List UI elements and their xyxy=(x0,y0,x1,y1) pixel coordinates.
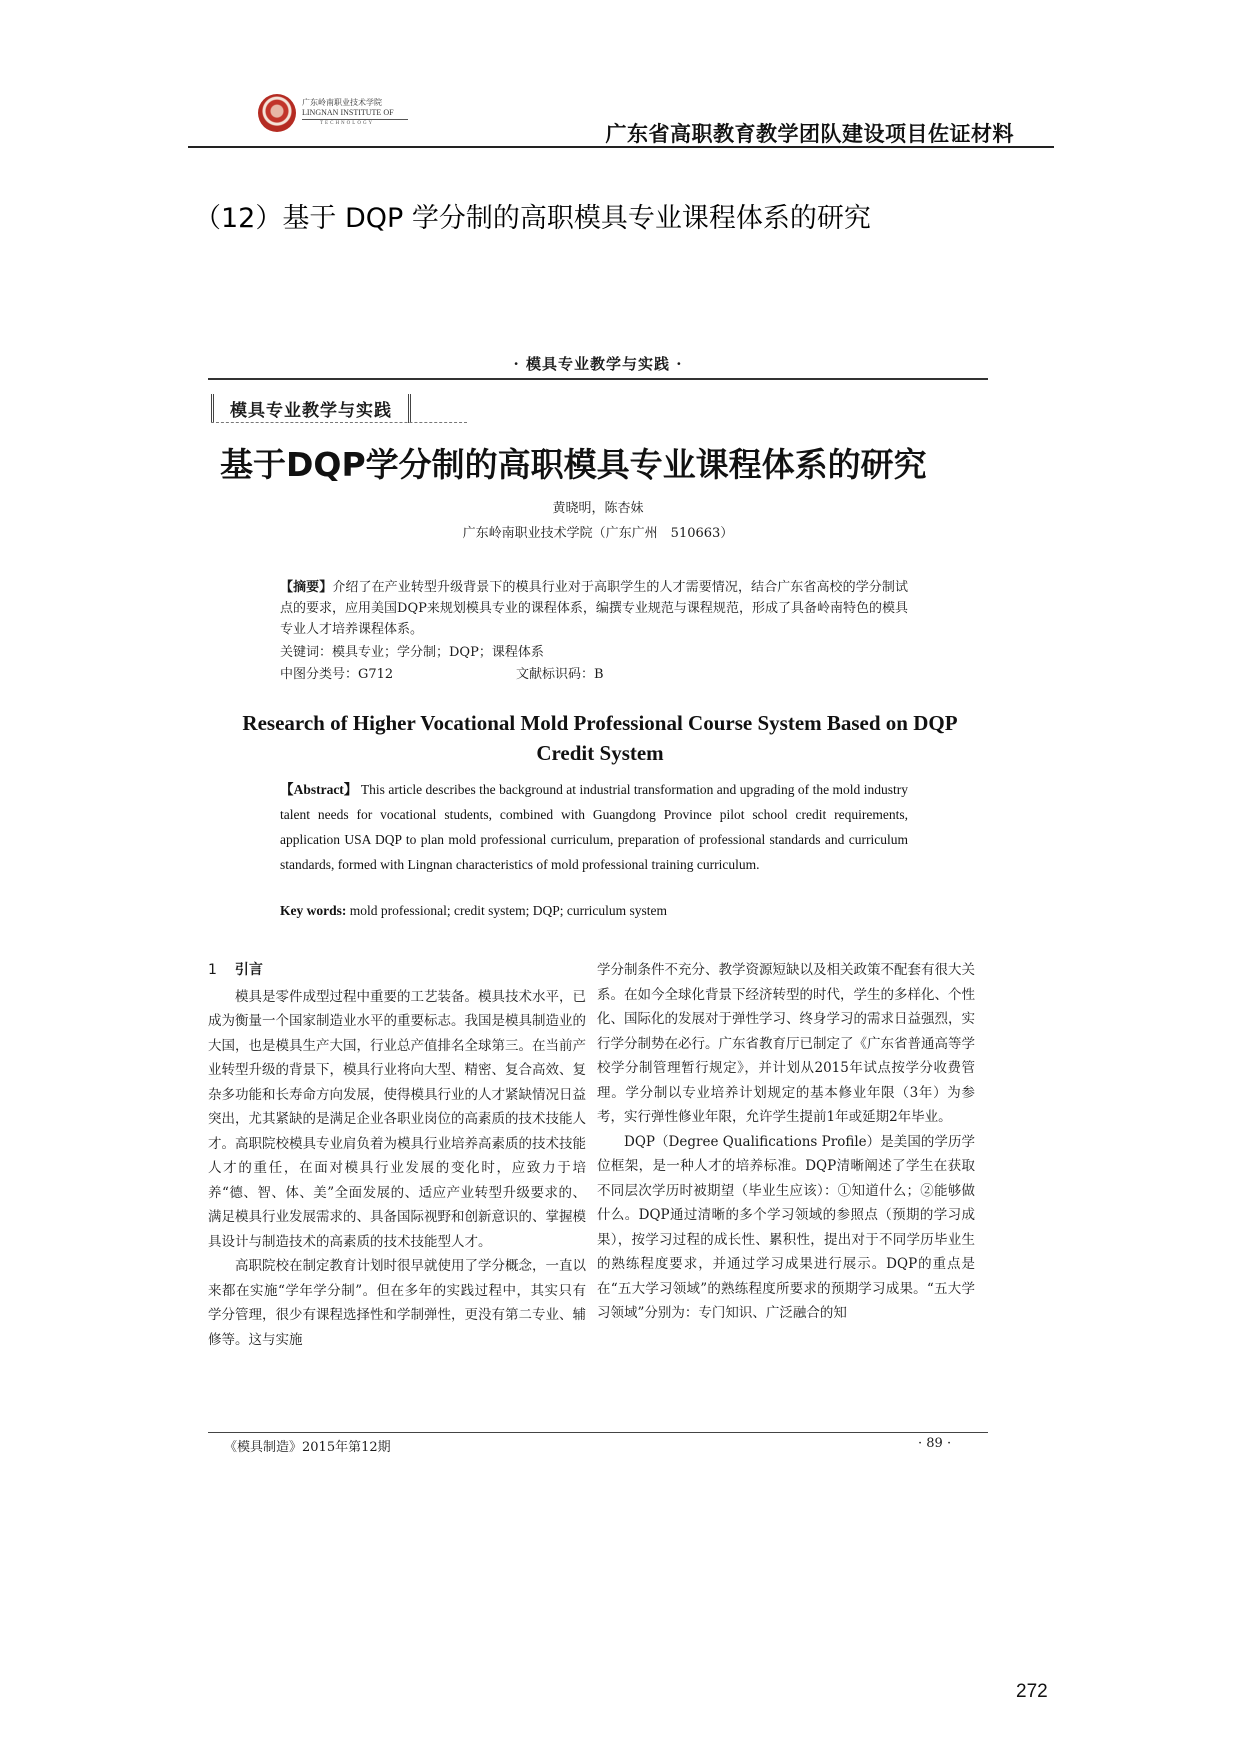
intro-heading-text: 引言 xyxy=(234,962,263,978)
logo-en-name: LINGNAN INSTITUTE OF xyxy=(302,108,394,117)
logo-cn-name: 广东岭南职业技术学院 xyxy=(302,98,382,107)
abstract-en-label: 【Abstract】 xyxy=(280,782,358,797)
classification-number: 中图分类号：G712 xyxy=(280,667,394,682)
journal-header-rule xyxy=(208,378,988,380)
intro-number: 1 xyxy=(208,962,217,978)
body-paragraph: 学分制条件不充分、教学资源短缺以及相关政策不配套有很大关系。在如今全球化背景下经济转型的时代，学生的多样化、个性化、国际化的发展对于弹性学习、终身学习的需求日益强烈，实行学分制势在必行。广东省教育厅已制定了《广东省普通高等学校学分制管理暂行规定》，并计划从2015年试点按学分收费管理。学分制以专业培养计划规定的基本修业年限（3年）为参考，实行弹性修业年限，允许学生提前1年或延期2年毕业。 xyxy=(597,962,975,1125)
journal-page-number: · 89 · xyxy=(918,1436,952,1451)
abstract-en xyxy=(280,777,908,877)
abstract-cn xyxy=(280,577,908,640)
column-tag: 模具专业教学与实践 xyxy=(211,394,411,423)
abstract-en-text: This article describes the background at industrial transformation and upgrading of the mold industry talent needs for vocational students, combined with Guangdong Province pilot school credit requirements, application USA DQP to plan mold professional curriculum, preparation of professional standards and curriculum standards, formed with Lingnan characteristics of mold professional training curriculum. xyxy=(280,782,908,872)
intro-heading xyxy=(208,958,586,983)
column-tag-rule xyxy=(211,422,467,423)
abstract-cn-label: 【摘要】 xyxy=(280,580,333,595)
header-divider xyxy=(188,146,1054,148)
article-title-en: Research of Higher Vocational Mold Professional Course System Based on DQP Credit System xyxy=(242,711,958,765)
article-authors: 黄晓明，陈杏妹 xyxy=(552,501,644,516)
college-seal-icon xyxy=(258,94,296,132)
logo-divider xyxy=(302,119,408,120)
keywords-cn: 关键词：模具专业；学分制；DQP；课程体系 xyxy=(280,645,544,660)
body-paragraph: 模具是零件成型过程中重要的工艺装备。模具技术水平，已成为衡量一个国家制造业水平的重要标志。我国是模具制造业的大国，也是模具生产大国，行业总产值排名全球第三。在当前产业转型升级的背景下，模具行业将向大型、精密、复合高效、复杂多功能和长寿命方向发展，使得模具行业的人才紧缺情况日益突出，尤其紧缺的是满足企业各职业岗位的高素质的技术技能人才。高职院校模具专业肩负着为模具行业培养高素质的技术技能人才的重任，在面对模具行业发展的变化时，应致力于培养“德、智、体、美”全面发展的、适应产业转型升级要求的、满足模具行业发展需求的、具备国际视野和创新意识的、掌握模具设计与制造技术的高素质的技术技能型人才。 xyxy=(208,988,586,1250)
keywords-en xyxy=(280,903,908,919)
journal-footer-rule xyxy=(208,1432,988,1433)
section-heading: （12）基于 DQP 学分制的高职模具专业课程体系的研究 xyxy=(194,203,871,234)
document-code: 文献标识码：B xyxy=(516,667,604,682)
logo-en-subtitle: TECHNOLOGY xyxy=(320,121,375,126)
article-title: 基于DQP学分制的高职模具专业课程体系的研究 xyxy=(220,445,927,484)
keywords-en-label: Key words: xyxy=(280,903,347,918)
college-logo xyxy=(258,94,418,136)
page-number: 272 xyxy=(1016,1681,1048,1702)
journal-section-header: · 模具专业教学与实践 · xyxy=(513,355,683,373)
body-column-left xyxy=(208,958,586,1352)
body-column-right xyxy=(597,958,975,1326)
journal-footer: 《模具制造》2015年第12期 xyxy=(224,1440,391,1455)
page-header-title: 广东省高职教育教学团队建设项目佐证材料 xyxy=(605,122,1014,146)
body-paragraph: 高职院校在制定教育计划时很早就使用了学分概念，一直以来都在实施“学年学分制”。但在多年的实践过程中，其实只有学分管理，很少有课程选择性和学制弹性，更没有第二专业、辅修等。这与实施 xyxy=(208,1258,586,1348)
abstract-cn-text: 介绍了在产业转型升级背景下的模具行业对于高职学生的人才需要情况，结合广东省高校的学分制试点的要求，应用美国DQP来规划模具专业的课程体系，编撰专业规范与课程规范，形成了具备岭南特色的模具专业人才培养课程体系。 xyxy=(280,580,908,637)
keywords-en-text: mold professional; credit system; DQP; curriculum system xyxy=(349,903,667,918)
article-affiliation: 广东岭南职业技术学院（广东广州 510663） xyxy=(462,526,734,541)
body-paragraph: DQP（Degree Qualifications Profile）是美国的学历学位框架，是一种人才的培养标准。DQP清晰阐述了学生在获取不同层次学历时被期望（毕业生应该）：①知道什么；②能够做什么。DQP通过清晰的多个学习领域的参照点（预期的学习成果），按学习过程的成长性、累积性，提出对于不同学历毕业生的熟练程度要求，并通过学习成果进行展示。DQP的重点是在“五大学习领域”的熟练程度所要求的预期学习成果。“五大学习领域”分别为：专门知识、广泛融合的知 xyxy=(597,1133,975,1321)
